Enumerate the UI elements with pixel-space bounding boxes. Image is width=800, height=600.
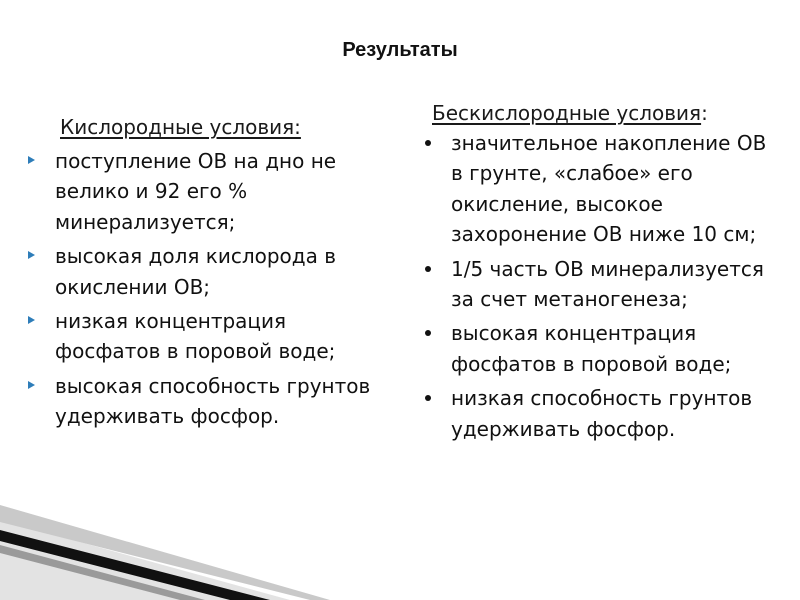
oxygen-conditions-list — [55, 146, 385, 436]
list-item: низкая способность грунтов удерживать фосфор. — [451, 383, 781, 444]
list-item: значительное накопление ОВ в грунте, «слабое» его окисление, высокое захоронение ОВ ниже 10 см; — [451, 128, 781, 250]
oxygen-conditions-heading — [60, 114, 301, 140]
arrow-bullet-icon — [28, 156, 35, 164]
anoxic-conditions-heading-colon: : — [701, 101, 708, 125]
oxygen-conditions-heading-text: Кислородные условия: — [60, 115, 301, 139]
list-item: низкая концентрация фосфатов в поровой воде; — [55, 306, 385, 367]
round-bullet-icon — [425, 140, 431, 146]
round-bullet-icon — [425, 266, 431, 272]
list-item: поступление ОВ на дно не велико и 92 его % минерализуется; — [55, 146, 385, 237]
anoxic-conditions-heading-text: Бескислородные условия — [432, 101, 702, 125]
list-item: 1/5 часть ОВ минерализуется за счет метаногенеза; — [451, 254, 781, 315]
list-item: высокая доля кислорода в окислении ОВ; — [55, 241, 385, 302]
list-item: высокая способность грунтов удерживать фосфор. — [55, 371, 385, 432]
slide-title: Результаты — [342, 39, 458, 61]
arrow-bullet-icon — [28, 316, 35, 324]
list-item: высокая концентрация фосфатов в поровой воде; — [451, 318, 781, 379]
arrow-bullet-icon — [28, 251, 35, 259]
arrow-bullet-icon — [28, 381, 35, 389]
anoxic-conditions-list — [451, 128, 781, 448]
anoxic-conditions-heading — [432, 100, 708, 126]
